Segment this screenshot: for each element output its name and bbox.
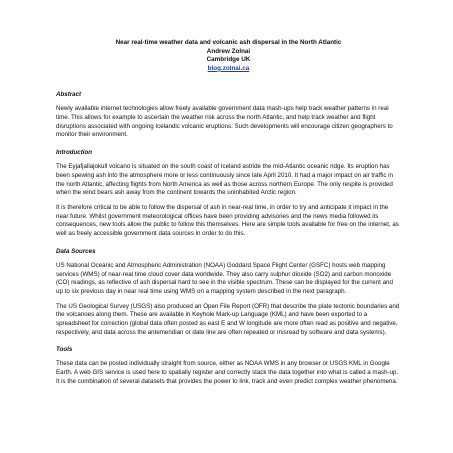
- tools-section: [56, 346, 401, 386]
- author-location: Cambridge UK: [206, 56, 251, 64]
- introduction-paragraph-2: It is therefore critical to be able to follow the dispersal of ash in near-real time, in order to try and anticipate it impact in the near future. Whilst government meteorological offices have been providing advisories and the news media followed its consequences, new tools allow the public to follow this themselves. Here are simple tools available for free on the internet, as well as freely accessible government data sources in order to do this.: [56, 204, 399, 238]
- tools-paragraph: These data can be posted individually straight from source, either as NOAA WMS in any browser or USGS KML in Google Earth. A web GIS service is used here to spatially register and correctly stack the data together into what is called a mash-up. It is the combination of several datasets that provides the power to link, track and even predict complex weather phenomena.: [56, 360, 399, 385]
- paper-title: Near real-time weather data and volcanic ash dispersal in the North Atlantic: [115, 39, 342, 46]
- introduction-heading: Introduction: [56, 149, 93, 157]
- introduction-paragraph-1: The Eyjafjallajokull volcano is situated on the south coast of Iceland astride the mid-Atlantic oceanic ridge. Its eruption has been spewing ash into the atmosphere more or less continuously since late April 2010. It had a major impact on air traffic in the north Atlantic, affecting flights from North America as well as those across northern Europe. The only respite is provided when the wind bears ash away from the continent towards the uninhabited Arctic region.: [56, 163, 393, 197]
- abstract-section: [56, 91, 401, 140]
- paper-header: [56, 39, 401, 73]
- tools-heading: Tools: [56, 346, 73, 354]
- author-name: Andrew Zolnai: [206, 47, 251, 55]
- abstract-paragraph: Newly available internet technologies allow freely available government data mash-ups help track weather patterns in real time. This allows for example to ascertain the weather risk across the north Atlantic, and help track weather and flight disruptions associated with ongoing Icelandic volcanic eruptions. Such developments will encourage citizen geographers to monitor their environment.: [56, 105, 393, 139]
- data-sources-paragraph-2: The US Geological Survey (USGS) also produced an Open File Report (OFR) that describe the plate tectonic boundaries and the volcanoes along them. These are available in Keyhole Mark-up Language (KML) and have been exported to a spreadsheet for correction (global data often posted as east E and W longitude are more often read as positive and negative, respectively, and data across the antemeridian or date line are often repeated or misread by software and data systems).: [56, 302, 400, 336]
- introduction-section: [56, 149, 401, 239]
- abstract-heading: Abstract: [56, 91, 82, 99]
- data-sources-heading: Data Sources: [56, 247, 96, 255]
- blog-link[interactable]: blog.zolnai.ca: [207, 64, 250, 72]
- data-sources-paragraph-1: US National Oceanic and Atmospheric Administration (NOAA) Goddard Space Flight Center (GSFC) hosts web mapping services (WMS) of near-real time cloud cover data worldwide. They also carry sulphur dioxide (SO2) and carbon monoxide (CO) readings, as reflective of ash dispersal hard to see in the visible spectrum. These can be displayed for the current and up to six previous day in near real time using WMS on a mapping system described in the next paragraph.: [56, 261, 393, 295]
- data-sources-section: [56, 248, 401, 338]
